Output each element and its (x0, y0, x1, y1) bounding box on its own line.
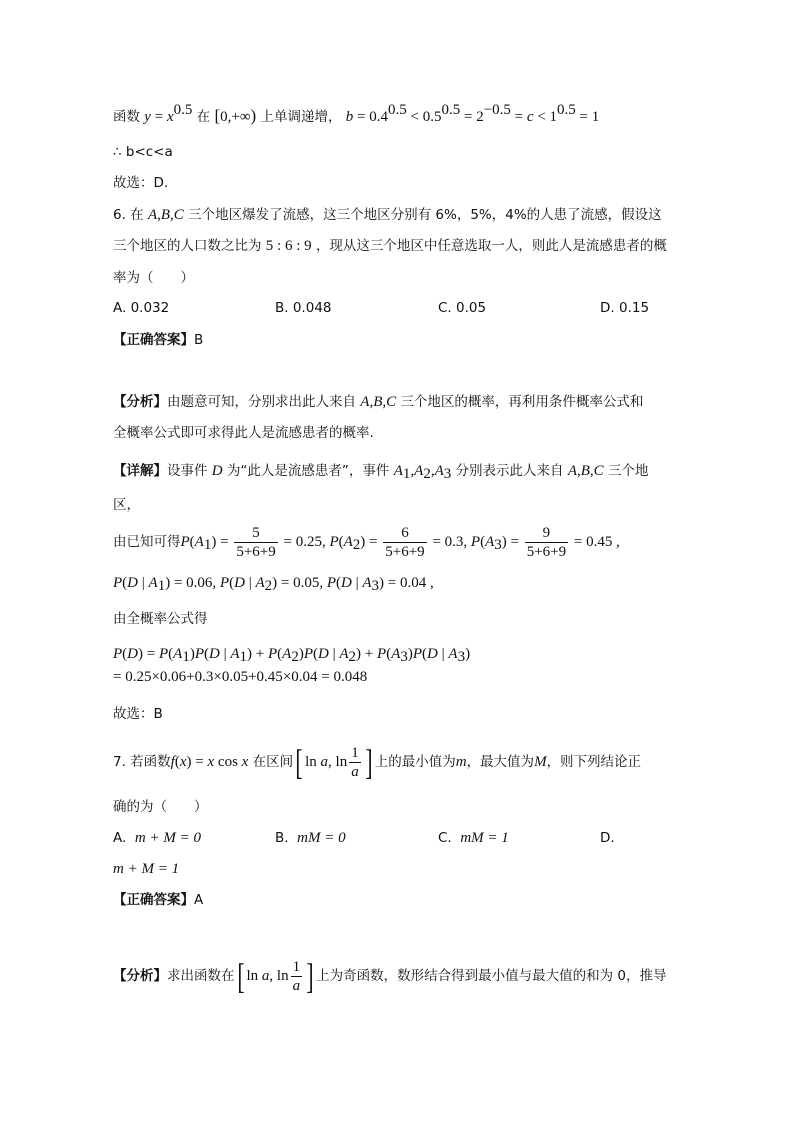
math: A (393, 463, 403, 479)
math: ( (189, 534, 195, 550)
math-bracket: [ (236, 956, 245, 996)
math: P (470, 534, 481, 550)
math: D (127, 646, 139, 662)
math: | (244, 575, 256, 591)
math: 1 (182, 649, 190, 665)
math: f (170, 754, 175, 770)
math: ( (336, 575, 342, 591)
math-interval: [ (214, 106, 221, 125)
line-choose-d: 故选：D. (113, 175, 169, 191)
option-math: mM = 0 (297, 830, 346, 846)
text: 三个地区爆发了流感，这三个地区分别有 6%，5%，4%的人患了流感，假设这 (188, 207, 662, 223)
text: 6. 在 (113, 207, 144, 223)
fraction: $\frac{9}{5+6+9}$ (526, 524, 567, 560)
text: 三个地区的人口数之比为 (113, 238, 262, 254)
math: A (339, 646, 349, 662)
q6-detail-total-prob-result: = 0.25×0.06+0.3×0.05+0.45×0.04 = 0.048 (113, 669, 368, 685)
math: ) (298, 646, 304, 662)
q6-line2 (113, 236, 667, 256)
math: P (377, 646, 387, 662)
math: ( (480, 534, 486, 550)
math: P (180, 534, 190, 550)
math: P (329, 534, 339, 550)
text: 在 (196, 109, 211, 125)
math: P (113, 646, 123, 662)
math: = (510, 109, 527, 125)
math: cos (214, 754, 242, 770)
math-bracket: [ (295, 742, 303, 782)
math: M (534, 754, 547, 770)
math: D (127, 575, 139, 591)
math: c (526, 109, 534, 125)
math: ) = 0.05, (272, 575, 327, 591)
math: ,A (430, 463, 444, 479)
answer-tag: 【正确答案】 (113, 892, 194, 908)
math: ( (204, 646, 209, 662)
math: 0.5 (388, 102, 407, 118)
math: 3 (457, 649, 466, 665)
math: A (282, 646, 292, 662)
q7-option-d (600, 828, 615, 848)
q6-analysis-line2: 全概率公式即可求得此人是流感患者的概率. (113, 425, 374, 441)
math: x (241, 754, 249, 770)
math: A (173, 646, 183, 662)
q6-option-c: C. 0.05 (438, 300, 487, 316)
math: ( (174, 754, 180, 770)
text: 三个地区的概率，再利用条件概率公式和 (400, 394, 644, 410)
math: 1 (203, 537, 212, 553)
fraction: $\frac{6}{5+6+9}$ (385, 524, 425, 560)
fraction: $\frac{1}{a}$ (351, 744, 359, 780)
math: D (211, 463, 223, 479)
text: ，最大值为 (466, 754, 535, 770)
math: 1 (402, 466, 411, 482)
math: = 0.45 , (570, 534, 620, 550)
q6-detail-line2: 区， (113, 497, 140, 513)
q6-detail-line1 (113, 461, 648, 481)
math: 2 (423, 466, 431, 482)
q6-detail-conditional (113, 573, 434, 593)
q6-detail-total-prob-formula (113, 644, 470, 664)
text: 上为奇函数，数形结合得到最小值与最大值的和为 0，推导 (316, 968, 667, 984)
math: A (362, 575, 372, 591)
math: D (234, 575, 245, 591)
math: ) = 0.04 , (379, 575, 434, 591)
math: ( (338, 534, 344, 550)
math: ) = (360, 534, 382, 550)
line-monotone (113, 102, 600, 127)
math-abc: A,B,C (360, 394, 397, 410)
q7-line1 (113, 742, 641, 782)
math: A (230, 646, 240, 662)
math: x (207, 754, 215, 770)
fraction: $\frac{1}{a}$ (292, 958, 301, 994)
math: P (268, 646, 278, 662)
answer-value: B (194, 332, 204, 348)
text: 为“此人是流感患者”，事件 (226, 463, 390, 479)
q6-detail-probabilities (113, 524, 620, 560)
math-bracket: ] (306, 956, 314, 996)
answer-value: A (194, 892, 204, 908)
math: A (148, 575, 158, 591)
q7-analysis (113, 956, 666, 996)
math: P (158, 646, 169, 662)
math: ( (122, 646, 128, 662)
text: 函数 (113, 109, 140, 125)
text: 7. 若函数 (113, 754, 171, 770)
math: P (113, 575, 123, 591)
line-conclusion: ∴ b<c<a (113, 144, 173, 160)
math: ) + (247, 646, 268, 662)
math: P (303, 646, 314, 662)
math: | (351, 575, 363, 591)
math: ) = (501, 534, 523, 550)
q7-option-c (438, 828, 509, 848)
text: ，则下列结论正 (546, 754, 642, 770)
math: −0.5 (483, 102, 511, 118)
q6-option-a: A. 0.032 (113, 300, 170, 316)
analysis-tag: 【分析】 (113, 394, 167, 410)
math: A (391, 646, 401, 662)
math: A (194, 534, 204, 550)
math-abc: A,B,C (147, 207, 184, 223)
math: A (343, 534, 353, 550)
detail-tag: 【详解】 (113, 463, 167, 479)
math: ( (168, 646, 174, 662)
q7-line2: 确的为（ ） (113, 799, 208, 815)
math-abc: A,B,C (567, 463, 604, 479)
math: ln (305, 754, 321, 770)
math: 3 (443, 466, 452, 482)
math: 2 (291, 649, 299, 665)
math: ) (250, 106, 257, 125)
q6-detail-total-prob-label: 由全概率公式得 (113, 611, 208, 627)
math: P (194, 646, 204, 662)
text: 三个地 (607, 463, 649, 479)
math: | (138, 575, 149, 591)
q6-analysis-line1 (113, 392, 643, 412)
fraction: $\frac{5}{5+6+9}$ (236, 524, 276, 560)
math: 2 (348, 649, 357, 665)
math: D (341, 575, 352, 591)
math: ) = (138, 646, 159, 662)
math: ) (465, 646, 471, 662)
math: = 0.3, (428, 534, 471, 550)
math: P (412, 646, 423, 662)
math: | (328, 646, 340, 662)
q7-option-a (113, 828, 201, 848)
math: , ln (269, 968, 289, 984)
math: ( (277, 646, 283, 662)
math: = 0.4 (353, 109, 389, 125)
math: ( (422, 646, 428, 662)
math: ) (189, 646, 195, 662)
math: = 0.25, (279, 534, 330, 550)
option-math: m + M = 0 (134, 830, 201, 846)
q6-line1 (113, 205, 662, 225)
option-math: mM = 1 (460, 830, 509, 846)
text: ，现从这三个地区中任意选取一人，则此人是流感患者的概 (315, 238, 667, 254)
math: D (427, 646, 438, 662)
math: A (485, 534, 495, 550)
math: < 1 (533, 109, 558, 125)
math: x (166, 109, 174, 125)
q7-option-b (275, 828, 346, 848)
math: ) = (211, 534, 233, 550)
math: A (255, 575, 265, 591)
math: 3 (494, 537, 502, 553)
math: ( (229, 575, 235, 591)
text: 上单调递增， (260, 109, 342, 125)
math: P (219, 575, 230, 591)
math: ( (122, 575, 128, 591)
math: D (318, 646, 329, 662)
q6-choose-b: 故选：B (113, 706, 163, 722)
math: = 1 (575, 109, 600, 125)
math: ) + (356, 646, 378, 662)
text: 由题意可知，分别求出此人来自 (167, 394, 356, 410)
math: 3 (400, 649, 408, 665)
math: D (209, 646, 220, 662)
option-letter: B. (275, 830, 289, 846)
math: 1 (157, 578, 166, 594)
text: 分别表示此人来自 (455, 463, 564, 479)
text: 由已知可得 (113, 534, 181, 550)
math: ( (313, 646, 319, 662)
option-letter: D. (600, 830, 615, 846)
math: b (345, 109, 354, 125)
math: A (448, 646, 458, 662)
q7-answer (113, 890, 203, 910)
text: 设事件 (167, 463, 208, 479)
q6-option-d: D. 0.15 (600, 300, 650, 316)
math: | (219, 646, 231, 662)
math: | (437, 646, 449, 662)
text: 在区间 (252, 754, 294, 770)
analysis-tag: 【分析】 (113, 968, 167, 984)
q6-answer (113, 330, 203, 350)
option-letter: C. (438, 830, 452, 846)
option-letter: A. (113, 830, 127, 846)
math: 3 (371, 578, 380, 594)
math: < 0.5 (406, 109, 442, 125)
q6-line3: 率为（ ） (113, 270, 194, 286)
math: ) = 0.06, (165, 575, 220, 591)
math: ( (386, 646, 392, 662)
math: a (261, 968, 270, 984)
math: ln (246, 968, 262, 984)
math: 0.5 (173, 102, 193, 118)
math: = (150, 109, 167, 125)
math: a (320, 754, 329, 770)
q7-option-d-math: m + M = 1 (113, 861, 180, 877)
math: 2 (352, 537, 361, 553)
math: = 2 (460, 109, 484, 125)
math: , ln (328, 754, 348, 770)
math: m (455, 754, 467, 770)
math: ) (407, 646, 413, 662)
text: 上的最小值为 (374, 754, 456, 770)
math: ,A (410, 463, 424, 479)
math: P (326, 575, 337, 591)
math: 0.5 (441, 102, 461, 118)
math-bracket: ] (365, 742, 373, 782)
math: x (179, 754, 187, 770)
text: 求出函数在 (167, 968, 235, 984)
math: ) = (186, 754, 208, 770)
q6-option-b: B. 0.048 (275, 300, 332, 316)
math-ratio: 5 : 6 : 9 (265, 238, 312, 254)
math: 0.5 (557, 102, 576, 118)
math: 2 (264, 578, 273, 594)
math: 1 (239, 649, 248, 665)
math-y-eq: y (144, 109, 151, 125)
answer-tag: 【正确答案】 (113, 332, 194, 348)
math: 0,+∞ (220, 109, 251, 125)
